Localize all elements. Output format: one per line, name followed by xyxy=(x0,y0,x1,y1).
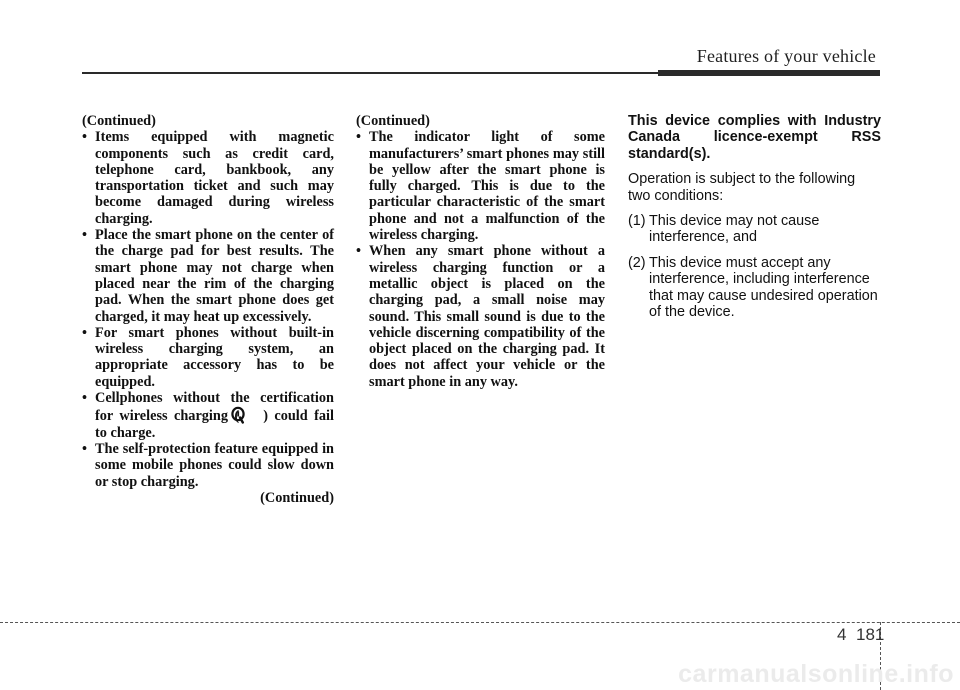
condition-item xyxy=(628,213,881,246)
bullet-icon: • xyxy=(82,227,88,244)
text-column-1 xyxy=(82,113,334,506)
condition-text: This device must accept any interference, including interference that may cause undesired operation of the device. xyxy=(649,254,878,321)
bullet-text: ) could fail to charge. xyxy=(95,408,334,441)
continued-label: (Continued) xyxy=(260,489,334,506)
compliance-notice: This device complies with Industry Canada licence-exempt RSS standard(s). xyxy=(628,113,881,162)
bullet-item xyxy=(82,390,334,441)
bullet-item xyxy=(82,227,334,325)
condition-text: This device may not cause interference, and xyxy=(649,213,820,246)
bullet-item xyxy=(82,129,334,227)
condition-number: (1) xyxy=(628,213,646,230)
bullet-icon: • xyxy=(356,243,362,260)
bullet-text: Items equipped with magnetic components such as credit card, telephone card, bankbook, any transportation ticket and such may become damaged during wireless charging. xyxy=(95,129,334,227)
continued-label: (Continued) xyxy=(356,113,430,129)
bullet-item xyxy=(82,441,334,490)
header-rule-accent xyxy=(658,70,880,76)
section-title: Features of your vehicle xyxy=(696,46,876,66)
chapter-number: 4 xyxy=(837,625,847,644)
page-number: 181 xyxy=(856,625,885,644)
watermark: carmanualsonline.info xyxy=(678,660,954,688)
bullet-item xyxy=(356,243,605,390)
text-column-2 xyxy=(356,113,605,390)
continued-label: (Continued) xyxy=(82,113,156,129)
bullet-text: Place the smart phone on the center of the charge pad for best results. The smart phone may not charge when placed near the rim of the charging pad. When the smart phone does get charged, it may heat up excessively. xyxy=(95,227,334,325)
bullet-icon: • xyxy=(82,324,88,341)
bullet-item xyxy=(82,325,334,390)
bullet-item xyxy=(356,129,605,243)
footer-rule xyxy=(0,622,960,623)
bullet-text: When any smart phone without a wireless charging function or a metallic object is placed on the charging pad, a small noise may sound. This small sound is due to the vehicle discerning compatibility of the object placed on the charging pad. It does not affect your vehicle or the smart phone in any way. xyxy=(369,243,605,390)
conditions-intro: Operation is subject to the following two conditions: xyxy=(628,171,856,204)
qi-wireless-charging-icon xyxy=(243,406,259,424)
condition-number: (2) xyxy=(628,254,646,271)
condition-item xyxy=(628,255,881,321)
bullet-text: The self-protection feature equipped in some mobile phones could slow down or stop charging. xyxy=(95,440,334,490)
bullet-icon: • xyxy=(356,129,362,146)
bullet-text: Cellphones without the certification for wireless charging ( xyxy=(95,390,334,425)
bullet-text: The indicator light of some manufacturers’ smart phones may still be yellow after the smart phone is fully charged. This is due to the particular characteristic of the smart phone and not a malfunction of the wireless charging. xyxy=(369,129,605,244)
bullet-text: For smart phones without built-in wireless charging system, an appropriate accessory has to be equipped. xyxy=(95,324,334,390)
bullet-icon: • xyxy=(82,440,88,457)
text-column-3 xyxy=(628,113,881,329)
bullet-icon: • xyxy=(82,129,88,146)
bullet-icon: • xyxy=(82,390,88,407)
